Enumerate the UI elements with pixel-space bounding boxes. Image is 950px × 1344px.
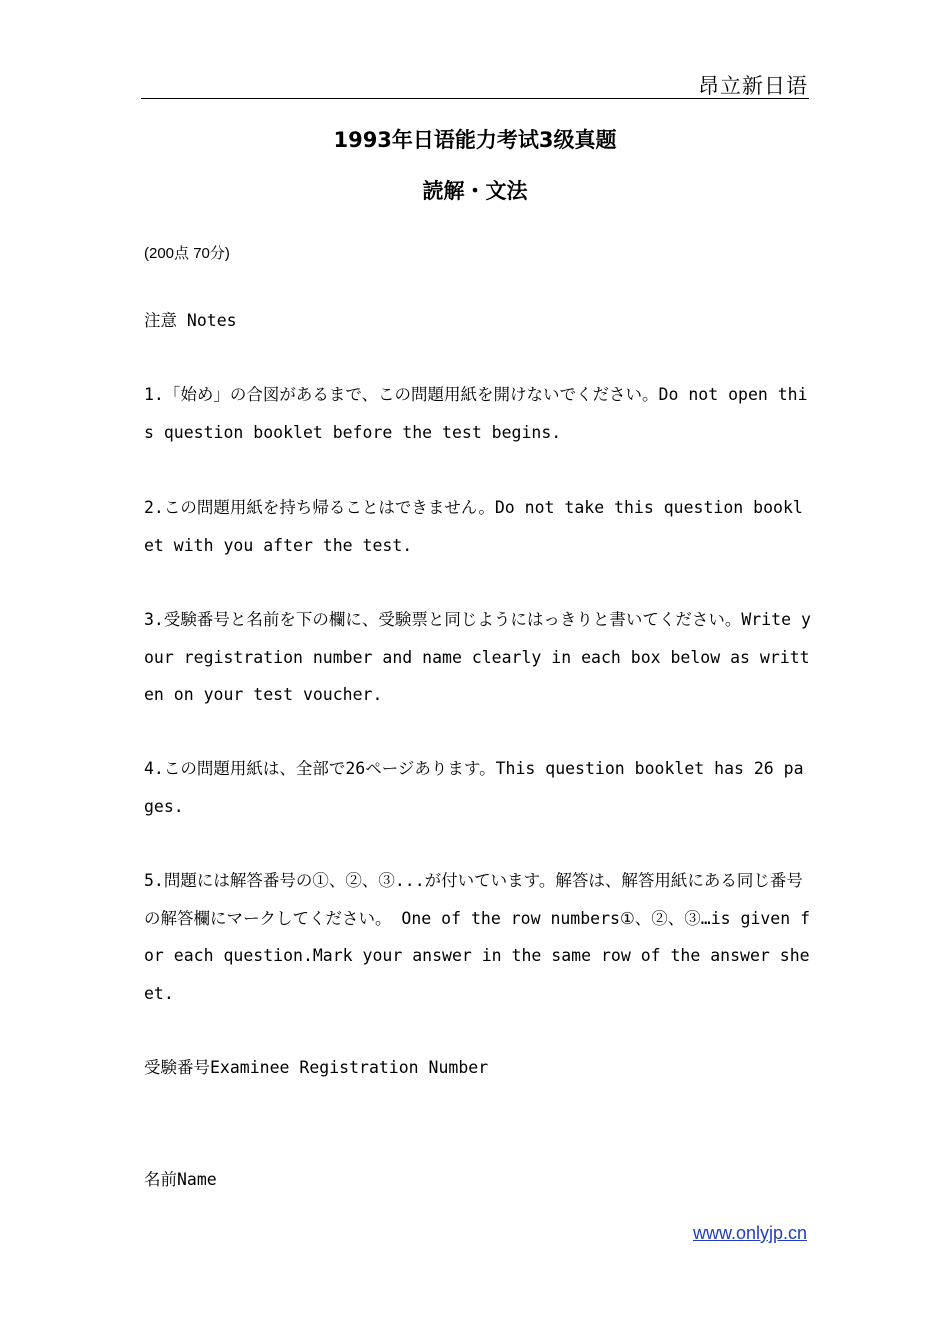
note-item-2: 2.この問題用紙を持ち帰ることはできません。Do not take this question booklet with you after the test. [144, 498, 803, 555]
document-title: 1993年日语能力考试3级真题 [333, 128, 617, 152]
footer-website-link[interactable]: www.onlyjp.cn [692, 1223, 807, 1243]
note-item-3: 3.受験番号と名前を下の欄に、受験票と同じようにはっきりと書いてください。Write your registration number and name clearly in each box below as written on your test voucher. [144, 610, 811, 704]
note-item-4: 4.この問題用紙は、全部で26ページあります。This question booklet has 26 pages. [144, 759, 804, 816]
score-info: (200点 70分) [144, 245, 230, 262]
header-divider [141, 98, 809, 99]
notes-heading: 注意 Notes [144, 311, 237, 330]
header-brand: 昂立新日语 [698, 74, 808, 98]
document-subtitle: 読解・文法 [422, 179, 528, 203]
note-item-5: 5.問題には解答番号の①、②、③...が付いています。解答は、解答用紙にある同じ番号の解答欄にマークしてください。 One of the row numbers①、②、③…is given for each question.Mark your answer in the same row of the answer sheet. [144, 871, 811, 1003]
note-item-1: 1.「始め」の合図があるまで、この問題用紙を開けないでください。Do not open this question booklet before the test begins. [144, 385, 808, 442]
name-label: 名前Name [144, 1170, 217, 1189]
registration-number-label: 受験番号Examinee Registration Number [144, 1058, 489, 1077]
